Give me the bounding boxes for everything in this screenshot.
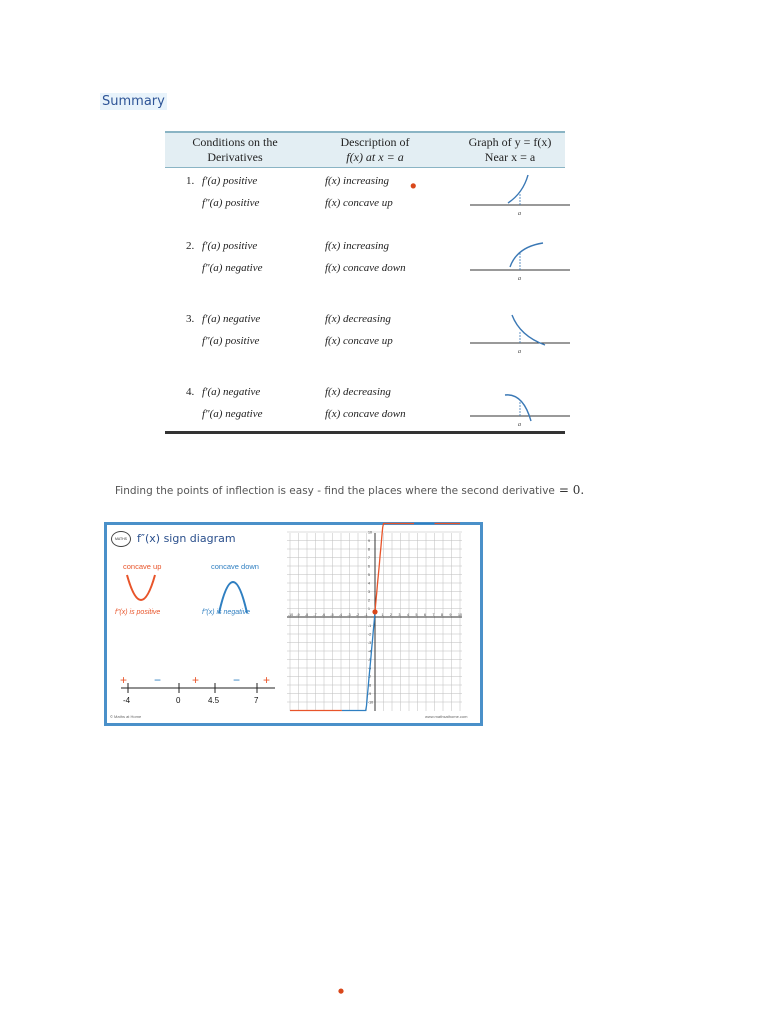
row-condition-first: f′(a) positive (202, 240, 258, 252)
table-header-rule (165, 167, 565, 168)
y-axis-label: -2 (368, 632, 372, 637)
row-description-first: f(x) decreasing (325, 313, 391, 325)
x-axis-label: 10 (458, 613, 462, 617)
graph-decreasing-concave-down (470, 395, 570, 428)
concave-up-segment (375, 524, 414, 612)
header-description (315, 135, 435, 165)
concave-up-label: concave up (123, 562, 162, 571)
credit-right: www.mathsathome.com (425, 714, 468, 719)
x-axis-label: -3 (347, 613, 351, 617)
tick-label: 7 (254, 696, 259, 705)
sign-diagram-image (104, 522, 483, 726)
x-axis-label: -6 (322, 613, 326, 617)
y-axis-label: -1 (368, 624, 372, 628)
y-axis-label: -8 (368, 683, 372, 688)
x-axis-label: 6 (424, 613, 426, 617)
row-condition-first: f′(a) negative (202, 386, 261, 398)
row-condition-second: f″(a) positive (202, 197, 260, 209)
table-bottom-rule (165, 431, 565, 434)
row-condition-second: f″(a) negative (202, 408, 263, 420)
inflection-text: Finding the points of inflection is easy - find the places where the second derivative (115, 485, 555, 497)
row-condition-second: f″(a) negative (202, 262, 263, 274)
tick-label: -4 (123, 696, 131, 705)
y-axis-label: 5 (368, 573, 370, 577)
inflection-point (411, 183, 416, 188)
y-axis-label: -6 (368, 666, 372, 671)
y-axis-label: 4 (368, 581, 370, 586)
graph-column-sketches (465, 171, 575, 431)
sign-negative: − (154, 673, 162, 687)
header-conditions-line2: Derivatives (207, 150, 263, 164)
sign-diagram-graphics (107, 525, 287, 720)
sign-positive: + (263, 673, 271, 687)
header-conditions-line1: Conditions on the (192, 135, 278, 149)
concave-up-curve-icon (127, 575, 155, 600)
y-axis-label: 9 (368, 539, 370, 543)
row-description-second: f(x) concave up (325, 335, 393, 347)
x-axis-label: -5 (330, 613, 334, 617)
row-description-second: f(x) concave up (325, 197, 393, 209)
header-description-line1: Description of (340, 135, 410, 149)
y-axis-label: 10 (368, 530, 372, 535)
header-description-line2: f(x) at x = a (346, 150, 404, 164)
x-axis-label: -8 (305, 613, 309, 617)
negative-label: f″(x) is negative (202, 609, 250, 616)
row-description-first: f(x) decreasing (325, 386, 391, 398)
row-number: 4. (186, 386, 195, 398)
graph-point-label: a (518, 276, 521, 282)
x-axis-label: -2 (356, 613, 360, 617)
x-axis-label: 7 (432, 613, 435, 617)
y-axis-label: 1 (368, 607, 370, 611)
inflection-point (338, 988, 343, 993)
header-conditions (165, 135, 305, 165)
row-number: 1. (186, 175, 195, 187)
tick-label: 4.5 (208, 696, 220, 705)
x-axis-label: 9 (449, 613, 452, 617)
concave-down-label: concave down (211, 562, 259, 571)
graph-increasing-concave-up (470, 175, 570, 217)
tick-label: 0 (176, 696, 181, 705)
row-description-first: f(x) increasing (325, 240, 390, 252)
sign-positive: + (120, 673, 128, 687)
row-condition-first: f′(a) negative (202, 313, 261, 325)
x-axis-label: -4 (339, 613, 343, 617)
y-axis-label: -5 (368, 658, 372, 662)
x-axis-label: 3 (398, 613, 401, 617)
maths-at-home-logo: MATHS (111, 531, 131, 547)
header-graph-line1: Graph of y = f(x) (468, 135, 552, 149)
y-axis-label: 8 (368, 547, 370, 552)
row-description-first: f(x) increasing (325, 175, 390, 187)
x-axis-label: 2 (390, 613, 392, 617)
x-axis-label: 8 (441, 613, 443, 617)
x-axis-label: -1 (364, 613, 368, 617)
row-number: 3. (186, 313, 195, 325)
row-number: 2. (186, 240, 195, 252)
sign-positive: + (192, 673, 200, 687)
graph-point-label: a (518, 211, 521, 217)
credit-left: © Maths at Home (110, 714, 142, 719)
x-axis-label: -9 (296, 613, 300, 617)
sign-diagram-title: f″(x) sign diagram (137, 532, 236, 545)
inflection-equation: = 0. (558, 483, 585, 497)
row-condition-first: f′(a) positive (202, 175, 258, 187)
y-axis-label: -7 (368, 675, 372, 679)
graph-point-label: a (518, 422, 521, 428)
row-condition-second: f″(a) positive (202, 335, 260, 347)
y-axis-label: -3 (368, 641, 372, 645)
summary-heading: Summary (102, 94, 165, 109)
x-axis-label: 4 (407, 613, 409, 617)
positive-label: f″(x) is positive (115, 609, 161, 616)
x-axis-label: 5 (415, 613, 418, 617)
function-graph (287, 530, 462, 711)
y-axis-label: 6 (368, 564, 370, 569)
inflection-point (372, 609, 377, 614)
header-graph (455, 135, 565, 165)
x-axis-label: -7 (313, 613, 317, 617)
x-axis-label: -10 (288, 613, 294, 617)
y-axis-label: 7 (368, 556, 370, 560)
graph-increasing-concave-down (470, 243, 570, 282)
graph-point-label: a (518, 349, 521, 355)
row-description-second: f(x) concave down (325, 408, 406, 420)
graph-decreasing-concave-up (470, 315, 570, 355)
derivative-conditions-table (165, 131, 565, 436)
y-axis-label: -10 (368, 700, 374, 705)
row-description-second: f(x) concave down (325, 262, 406, 274)
x-axis-label: 1 (381, 613, 384, 617)
inflection-sentence (115, 483, 584, 497)
y-axis-label: 3 (368, 590, 370, 594)
y-axis-label: -9 (368, 692, 372, 696)
y-axis-label: 2 (368, 598, 370, 603)
y-axis-label: -4 (368, 649, 372, 654)
sign-negative: − (233, 673, 241, 687)
header-graph-line2: Near x = a (484, 150, 536, 164)
